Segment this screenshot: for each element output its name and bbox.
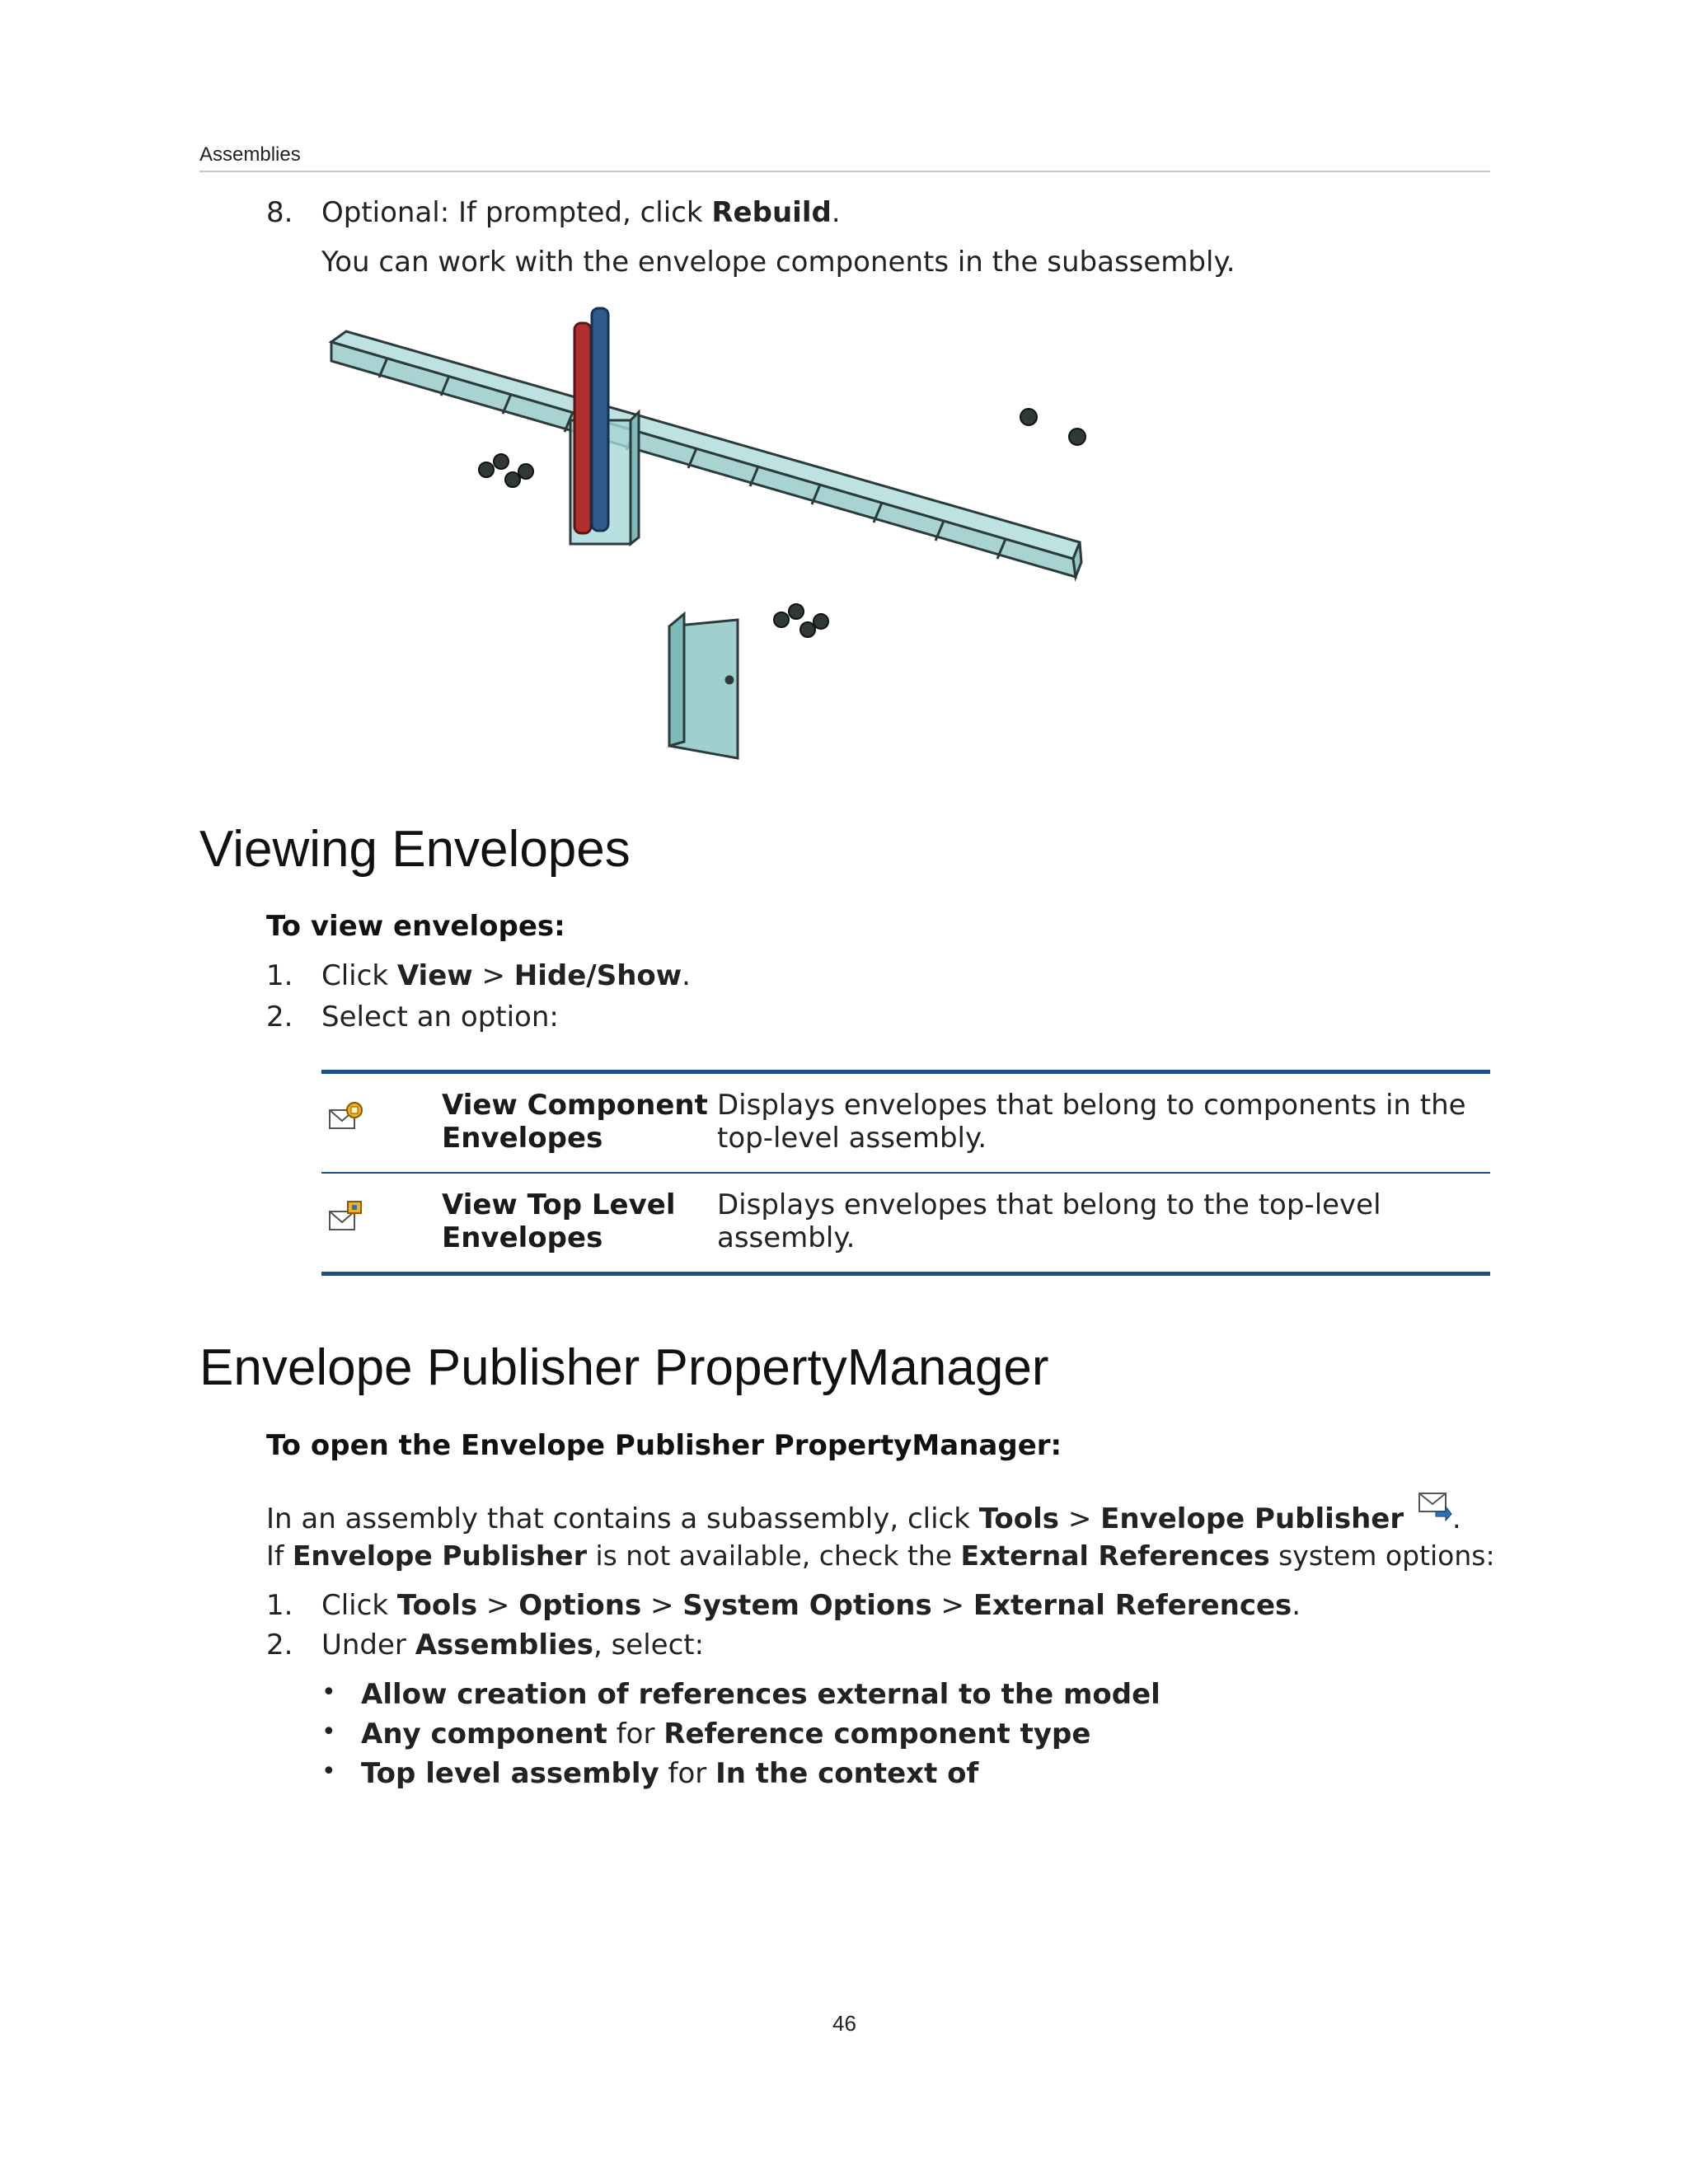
envelope-publisher-menu: Envelope Publisher: [1100, 1502, 1404, 1535]
option-description-line: Displays envelopes that belong to the top-level: [717, 1188, 1381, 1221]
envelope-publisher-term: Envelope Publisher: [292, 1540, 587, 1572]
step-8-suffix: .: [831, 196, 841, 229]
options-menu: Options: [518, 1589, 642, 1622]
envelope-top-level-icon: [328, 1200, 364, 1233]
step-number: 1.: [266, 1589, 293, 1622]
menu-separator: >: [641, 1589, 683, 1622]
bullet-icon: •: [321, 1757, 336, 1786]
step-number: 2.: [266, 1001, 293, 1033]
option-description: [717, 1188, 1484, 1254]
list-item: [361, 1678, 1160, 1711]
envelope-component-icon: [328, 1100, 364, 1133]
intro-suffix: .: [1451, 1502, 1461, 1535]
condition-prefix: If: [266, 1540, 293, 1572]
view-step-1-text: [321, 959, 691, 992]
option-description: [717, 1089, 1484, 1155]
bullet-bold: Top level assembly: [361, 1757, 659, 1790]
running-header: Assemblies: [199, 143, 301, 166]
bullet-bold: Allow creation of references external to the model: [361, 1678, 1160, 1711]
step-number: 1.: [266, 959, 293, 992]
bullet-icon: •: [321, 1678, 336, 1707]
view-menu: View: [396, 959, 473, 992]
rebuild-command: Rebuild: [711, 196, 832, 229]
menu-separator: >: [1059, 1502, 1101, 1535]
option-name-line: View Component: [442, 1089, 708, 1122]
option-name: [442, 1089, 714, 1155]
glass-beam: [331, 331, 1081, 577]
step-8-prefix: Optional: If prompted, click: [321, 196, 712, 229]
envelope-publisher-heading: Envelope Publisher PropertyManager: [199, 1339, 1049, 1396]
step-prefix: Click: [321, 959, 397, 992]
table-bottom-rule: [321, 1272, 1490, 1276]
hide-show-menu: Hide/Show: [513, 959, 682, 992]
system-options-tab: System Options: [682, 1589, 932, 1622]
red-rod: [574, 323, 591, 533]
publisher-intro: [266, 1490, 1461, 1535]
step-prefix: Under: [321, 1629, 415, 1661]
header-divider: [199, 171, 1490, 172]
tools-menu: Tools: [396, 1589, 478, 1622]
blue-rod: [592, 308, 608, 531]
envelope-publisher-icon: [1418, 1490, 1452, 1521]
step-8-followup: You can work with the envelope components in the subassembly.: [321, 246, 1236, 279]
list-item: [361, 1757, 978, 1790]
list-item: [361, 1718, 1090, 1750]
publisher-step-2-text: [321, 1629, 704, 1661]
condition-suffix: system options:: [1269, 1540, 1495, 1572]
option-description-line: assembly.: [717, 1221, 856, 1254]
envelope-assembly-illustration: [321, 297, 1146, 775]
assemblies-section: Assemblies: [415, 1629, 593, 1661]
external-references-page: External References: [973, 1589, 1292, 1622]
table-row: [321, 1174, 1490, 1271]
bullet-icon: •: [321, 1718, 336, 1746]
bullet-bold: Reference component type: [663, 1718, 1091, 1750]
step-suffix: .: [682, 959, 691, 992]
envelope-options-table: [321, 1070, 1490, 1277]
intro-prefix: In an assembly that contains a subassembly, click: [266, 1502, 979, 1535]
view-procedure-title: To view envelopes:: [266, 910, 565, 943]
option-description-line: Displays envelopes that belong to components in the: [717, 1089, 1466, 1122]
view-step-2-text: Select an option:: [321, 1001, 559, 1033]
publisher-procedure-title: To open the Envelope Publisher PropertyManager:: [266, 1429, 1062, 1462]
option-name: [442, 1188, 714, 1254]
step-suffix: .: [1292, 1589, 1301, 1622]
step-suffix: , select:: [593, 1629, 705, 1661]
condition-mid: is not available, check the: [586, 1540, 961, 1572]
publisher-step-1-text: [321, 1589, 1301, 1622]
bullet-connector: for: [659, 1757, 716, 1790]
option-name-line: View Top Level: [442, 1188, 676, 1221]
menu-separator: >: [477, 1589, 519, 1622]
page-number: 46: [832, 2011, 856, 2036]
menu-separator: >: [472, 959, 514, 992]
publisher-condition: [266, 1540, 1495, 1572]
glass-door: [669, 614, 738, 758]
bullet-bold: Any component: [361, 1718, 607, 1750]
option-description-line: top-level assembly.: [717, 1122, 987, 1155]
bullet-connector: for: [607, 1718, 664, 1750]
external-references-term: External References: [960, 1540, 1270, 1572]
step-number: 2.: [266, 1629, 293, 1661]
option-name-line: Envelopes: [442, 1122, 603, 1155]
step-prefix: Click: [321, 1589, 397, 1622]
step-8-text: [321, 196, 841, 229]
tools-menu: Tools: [978, 1502, 1060, 1535]
bullet-bold: In the context of: [715, 1757, 979, 1790]
viewing-envelopes-heading: Viewing Envelopes: [199, 821, 631, 878]
option-name-line: Envelopes: [442, 1221, 603, 1254]
menu-separator: >: [931, 1589, 973, 1622]
table-row: [321, 1074, 1490, 1171]
step-number: 8.: [266, 196, 293, 229]
